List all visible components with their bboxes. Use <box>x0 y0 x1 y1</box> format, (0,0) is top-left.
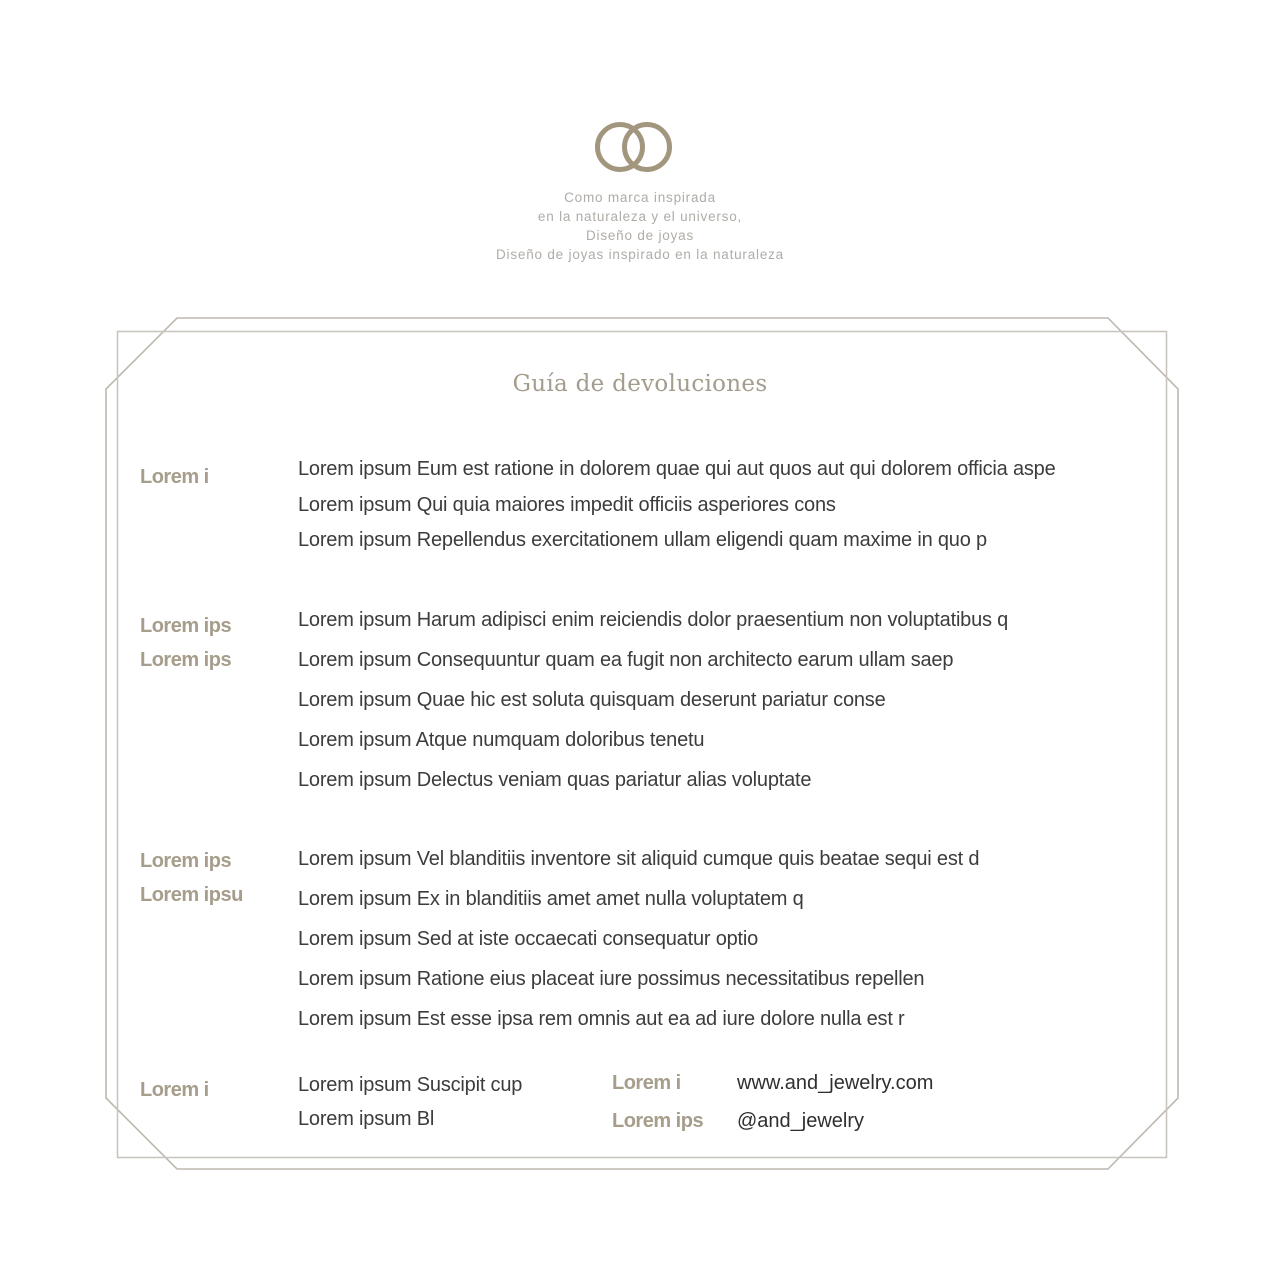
section-label-group <box>140 1073 209 1107</box>
contact-label: Lorem i <box>612 1072 681 1094</box>
section-label: Lorem ips <box>140 615 232 637</box>
section-body <box>298 839 979 1039</box>
body-line: Lorem ipsum Bl <box>298 1108 435 1130</box>
body-line: Lorem ipsum Sed at iste occaecati consequatur optio <box>298 928 759 950</box>
body-line: Lorem ipsum Consequuntur quam ea fugit non architecto earum ullam saep <box>298 649 954 671</box>
body-line: Lorem ipsum Est esse ipsa rem omnis aut ea ad iure dolore nulla est r <box>298 1008 905 1030</box>
body-line: Lorem ipsum Eum est ratione in dolorem quae qui aut quos aut qui dolorem officia aspe <box>298 458 1056 480</box>
section-label: Lorem ips <box>140 850 232 872</box>
page-title: Guía de devoluciones <box>512 371 768 397</box>
body-line: Lorem ipsum Repellendus exercitationem ullam eligendi quam maxime in quo p <box>298 529 987 551</box>
body-line: Lorem ipsum Ex in blanditiis amet amet nulla voluptatem q <box>298 888 804 910</box>
section-label: Lorem ipsu <box>140 884 243 906</box>
tagline-line: Diseño de joyas <box>585 228 695 243</box>
body-line: Lorem ipsum Harum adipisci enim reiciendis dolor praesentium non voluptatibus q <box>298 609 1009 631</box>
section-body <box>298 1068 522 1136</box>
section-label: Lorem i <box>140 1079 209 1101</box>
body-line: Lorem ipsum Vel blanditiis inventore sit aliquid cumque quis beatae sequi est d <box>298 848 980 870</box>
instagram-handle: @and_jewelry <box>737 1110 865 1132</box>
website-url: www.and_jewelry.com <box>737 1072 934 1094</box>
section-body <box>298 452 1056 559</box>
body-line: Lorem ipsum Atque numquam doloribus tenetu <box>298 729 705 751</box>
section-label: Lorem ips <box>140 649 232 671</box>
section-label: Lorem i <box>140 466 209 488</box>
body-line: Lorem ipsum Suscipit cup <box>298 1074 523 1096</box>
section-label-group <box>140 844 243 912</box>
section-label-group <box>140 460 209 494</box>
body-line: Lorem ipsum Quae hic est soluta quisquam deserunt pariatur conse <box>298 689 886 711</box>
contact-label: Lorem ips <box>612 1110 704 1132</box>
body-line: Lorem ipsum Qui quia maiores impedit officiis asperiores cons <box>298 493 836 516</box>
section-label-group <box>140 609 231 677</box>
tagline-line: en la naturaleza y el universo, <box>537 209 743 224</box>
tagline-line: Diseño de joyas inspirado en la naturaleza <box>495 247 784 262</box>
body-line: Lorem ipsum Delectus veniam quas pariatur alias voluptate <box>298 769 812 791</box>
section-body <box>298 600 1008 800</box>
tagline-line: Como marca inspirada <box>564 190 716 205</box>
body-line: Lorem ipsum Ratione eius placeat iure possimus necessitatibus repellen <box>298 968 925 990</box>
